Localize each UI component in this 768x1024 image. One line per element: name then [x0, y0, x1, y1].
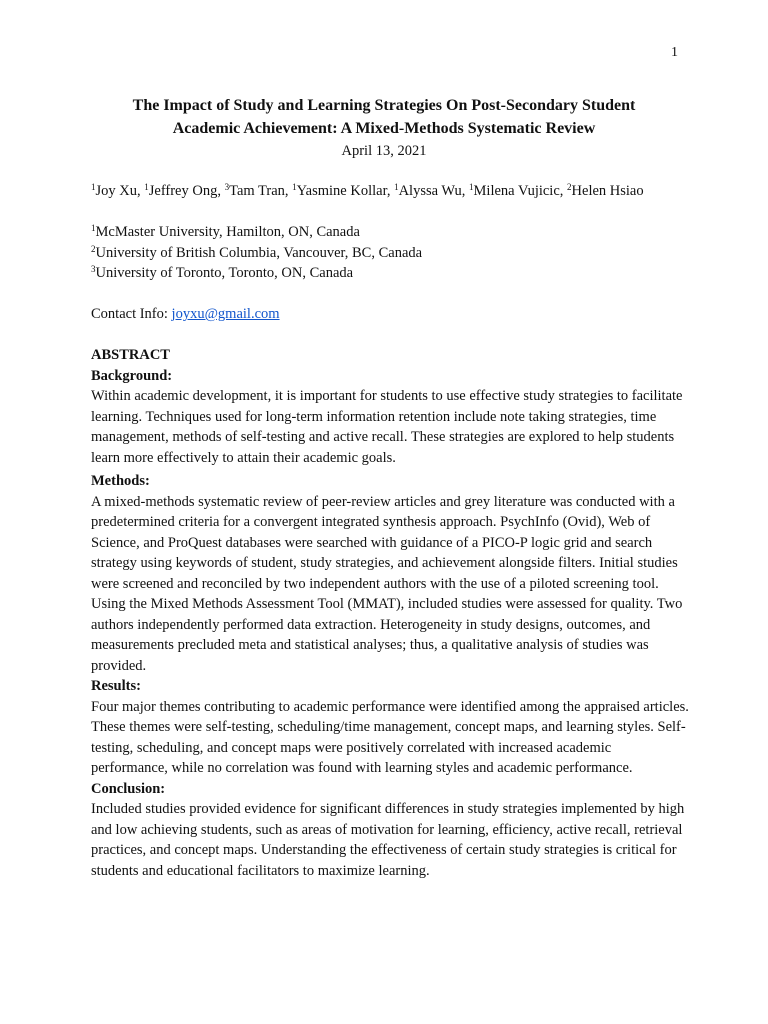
author	[394, 183, 469, 199]
affiliation-number: 2	[91, 243, 96, 254]
page-number: 1	[671, 45, 678, 60]
affiliation-text: University of British Columbia, Vancouver, BC, Canada	[95, 244, 423, 261]
paper-title-line-1: The Impact of Study and Learning Strategies On Post-Secondary Student	[132, 97, 636, 114]
author-affiliation-number: 2	[567, 182, 572, 192]
paper-title-line-2: Academic Achievement: A Mixed-Methods Systematic Review	[172, 120, 596, 137]
affiliation-number: 3	[91, 264, 96, 274]
author-affiliation-number: 3	[224, 182, 230, 192]
conclusion-heading: Conclusion:	[91, 780, 166, 797]
results-text: Four major themes contributing to academic performance were identified among the appraised articles. These themes were self-testing, scheduling/time management, concept maps, and learning styles. Self-testing, scheduling, and concept maps were positively correlated with increased academic performance, while no correlation was found with learning styles and academic performance.	[91, 698, 689, 776]
background-text: Within academic development, it is important for students to use effective study strategies to facilitate learning. Techniques used for long-term information retention include note taking strategies, time management, methods of self-testing and active recall. These strategies are explored to help students learn more effectively to attain their academic goals.	[91, 388, 683, 466]
author-name: Helen Hsiao	[571, 183, 644, 199]
affiliation-number: 1	[91, 223, 96, 233]
abstract-section	[91, 345, 691, 881]
abstract-heading: ABSTRACT	[91, 347, 170, 363]
contact-email-link[interactable]: joyxu@gmail.com	[171, 306, 280, 322]
author-name: Joy Xu,	[95, 183, 145, 199]
author	[292, 183, 394, 199]
author-name: Yasmine Kollar,	[296, 183, 395, 199]
affiliation	[91, 263, 691, 284]
contact-label: Contact Info:	[91, 306, 172, 322]
author-affiliation-number: 1	[394, 182, 399, 192]
paper-title	[60, 94, 708, 140]
contact-info	[91, 304, 691, 325]
author	[567, 183, 644, 199]
author-list	[91, 181, 691, 202]
author-name: Milena Vujicic,	[473, 183, 568, 199]
author-name: Jeffrey Ong,	[148, 183, 225, 199]
methods-heading: Methods:	[91, 473, 150, 489]
author-affiliation-number: 1	[144, 182, 149, 192]
author-affiliation-number: 1	[91, 182, 96, 192]
author-affiliation-number: 1	[292, 182, 297, 192]
affiliation	[91, 222, 691, 243]
affiliation	[91, 243, 691, 264]
author-affiliation-number: 1	[469, 182, 474, 192]
affiliation-list	[91, 222, 691, 284]
author	[144, 183, 224, 199]
affiliation-text: McMaster University, Hamilton, ON, Canada	[95, 224, 360, 240]
publication-date: April 13, 2021	[341, 143, 427, 159]
results-heading: Results:	[91, 678, 141, 694]
author	[469, 183, 567, 199]
author	[91, 183, 144, 199]
conclusion-text: Included studies provided evidence for significant differences in study strategies implemented by high and low achieving students, such as areas of motivation for learning, efficiency, active recall, retrieval practices, and concept maps. Understanding the effectiveness of certain study strategies is critical for students and educational facilitators to maximize learning.	[91, 801, 685, 879]
author-name: Alyssa Wu,	[398, 183, 470, 199]
methods-text: A mixed-methods systematic review of peer-review articles and grey literature was conducted with a predetermined criteria for a convergent integrated synthesis approach. PsychInfo (Ovid), Web of Science, and ProQuest databases were searched with guidance of a PICO-P logic grid and search strategy using keywords of student, study strategies, and achievement alongside filters. Initial studies were screened and reconciled by two independent authors with the use of a piloted screening tool. Using the Mixed Methods Assessment Tool (MMAT), included studies were assessed for quality. Two authors independently performed data extraction. Heterogeneity in study designs, outcomes, and measurements precluded meta and statistical analyses; thus, a qualitative analysis of studies was provided.	[91, 493, 683, 674]
background-heading: Background:	[91, 367, 173, 384]
author	[225, 183, 293, 199]
author-name: Tam Tran,	[229, 183, 293, 199]
affiliation-text: University of Toronto, Toronto, ON, Canada	[95, 265, 354, 281]
